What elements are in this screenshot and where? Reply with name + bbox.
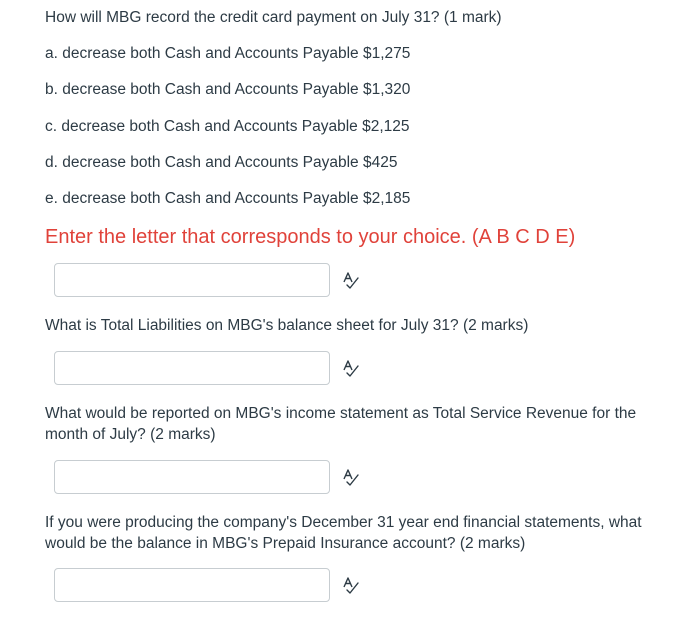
option-a: a. decrease both Cash and Accounts Payable $1,275	[45, 45, 411, 62]
option-e: e. decrease both Cash and Accounts Payable $2,185	[45, 190, 411, 207]
answer-input-4[interactable]	[54, 568, 330, 602]
spellcheck-icon[interactable]	[341, 576, 361, 596]
spellcheck-icon[interactable]	[341, 359, 361, 379]
spellcheck-icon[interactable]	[341, 271, 361, 291]
question-2-prompt: What is Total Liabilities on MBG's balance sheet for July 31? (2 marks)	[45, 317, 529, 334]
answer-instruction: Enter the letter that corresponds to your choice. (A B C D E)	[45, 226, 576, 248]
question-4-prompt: If you were producing the company's December 31 year end financial statements, what would be the balance in MBG's Prepaid Insurance account? (2 marks)	[45, 514, 642, 552]
answer-input-1[interactable]	[54, 263, 330, 297]
option-d: d. decrease both Cash and Accounts Payable $425	[45, 154, 398, 171]
answer-input-2[interactable]	[54, 351, 330, 385]
spellcheck-icon[interactable]	[341, 468, 361, 488]
answer-input-3[interactable]	[54, 460, 330, 494]
question-1-prompt: How will MBG record the credit card payment on July 31? (1 mark)	[45, 9, 502, 26]
option-c: c. decrease both Cash and Accounts Payable $2,125	[45, 118, 410, 135]
option-b: b. decrease both Cash and Accounts Payable $1,320	[45, 81, 411, 98]
question-3-prompt: What would be reported on MBG's income statement as Total Service Revenue for the month of July? (2 marks)	[45, 405, 637, 443]
